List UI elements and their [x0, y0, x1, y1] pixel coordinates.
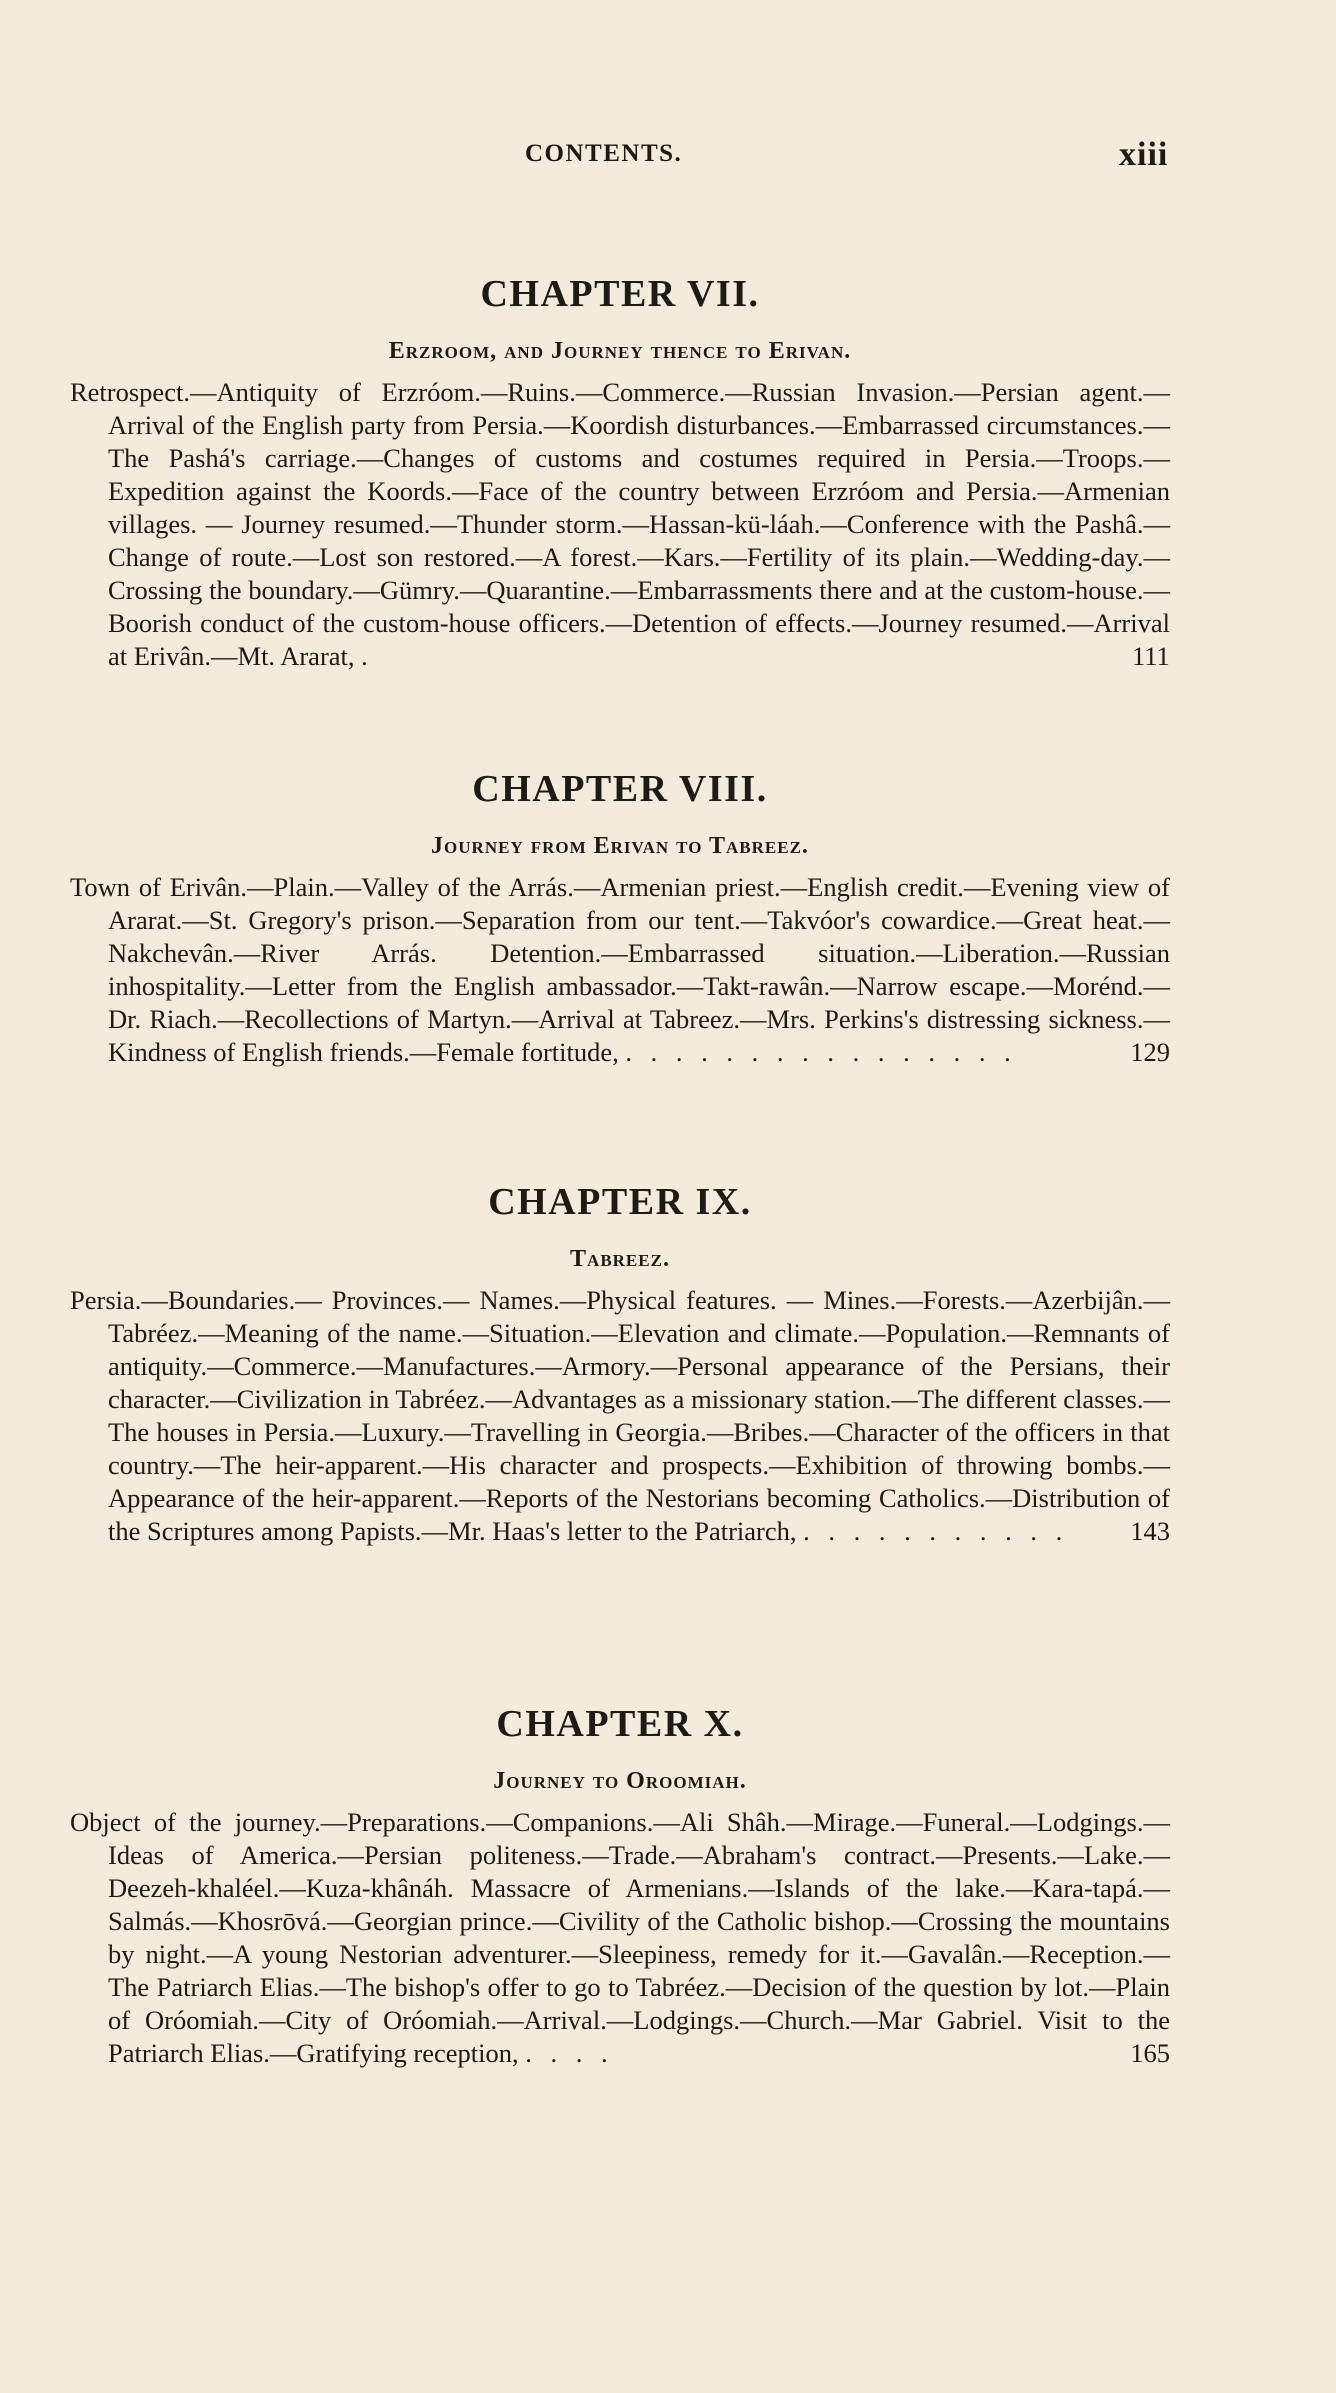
- chapter-title: CHAPTER VII.: [480, 273, 760, 315]
- chapter-title: CHAPTER X.: [496, 1703, 744, 1745]
- chapter-summary: Retrospect.—Antiquity of Erzróom.—Ruins.—Commerce.—Russian Invasion.—Persian agent.—Arrival of the English party from Persia.—Koordish disturbances.—Embarrassed circumstances.—The Pashá's carriage.—Changes of customs and costumes required in Persia.—Troops.—Expedition against the Koords.—Face of the country between Erzróom and Persia.—Armenian villages. — Journey resumed.—Thunder storm.—Hassan-kü-láah.—Conference with the Pashâ.—Change of route.—Lost son restored.—A forest.—Kars.—Fertility of its plain.—Wedding-day.—Crossing the boundary.—Gümry.—Quarantine.—Embarrassments there and at the custom-house.—Boorish conduct of the custom-house officers.—Detention of effects.—Journey resumed.—Arrival at Erivân.—Mt. Ararat, . 111: [70, 377, 1170, 671]
- chapter-subtitle: Erzroom, and Journey thence to Erivan.: [388, 338, 852, 364]
- chapter-page-number: 165: [1130, 2038, 1170, 2068]
- chapter-summary-text: Persia.—Boundaries.— Provinces.— Names.—Physical features. — Mines.—Forests.—Azerbijân.—Tabréez.—Meaning of the name.—Situation.—Elevation and climate.—Population.—Remnants of antiquity.—Commerce.—Manufactures.—Armory.—Personal appearance of the Persians, their character.—Civilization in Tabréez.—Advantages as a missionary station.—The different classes.—The houses in Persia.—Luxury.—Travelling in Georgia.—Bribes.—Character of the officers in that country.—The heir-apparent.—His character and prospects.—Exhibition of throwing bombs.—Appearance of the heir-apparent.—Reports of the Nestorians becoming Catholics.—Distribution of the Scriptures among Papists.—Mr. Haas's letter to the Patriarch,: [70, 1285, 1170, 1546]
- chapter-summary: [70, 1284, 1170, 1548]
- running-head: [0, 136, 1336, 180]
- chapter-section-7: [70, 272, 1170, 673]
- dot-leader: . . . . . . . . . . . . . . . .: [625, 1037, 1017, 1067]
- chapter-summary: [70, 871, 1170, 1069]
- chapter-section-9: [70, 1180, 1170, 1548]
- chapter-page-number: 143: [1130, 1516, 1170, 1546]
- chapter-title: CHAPTER VIII.: [472, 768, 768, 810]
- dot-leader: . . . . . . . . . . .: [803, 1516, 1069, 1546]
- running-head-page-number: xiii: [1119, 136, 1169, 173]
- dot-leader: .: [361, 641, 374, 671]
- chapter-summary: [70, 1806, 1170, 2070]
- chapter-section-10: [70, 1702, 1170, 2070]
- chapter-title: CHAPTER IX.: [488, 1181, 752, 1223]
- chapter-subtitle: Journey from Erivan to Tabreez.: [431, 833, 809, 859]
- chapter-subtitle: Journey to Oroomiah.: [493, 1768, 747, 1794]
- chapter-page-number: 129: [1130, 1037, 1170, 1067]
- dot-leader: . . . .: [525, 2038, 614, 2068]
- chapter-subtitle: Tabreez.: [570, 1246, 670, 1272]
- chapter-summary-text: Object of the journey.—Preparations.—Companions.—Ali Shâh.—Mirage.—Funeral.—Lodgings.—Ideas of America.—Persian politeness.—Trade.—Abraham's contract.—Presents.—Lake.—Deezeh-khaléel.—Kuza-khânáh. Massacre of Armenians.—Islands of the lake.—Kara-tapá.—Salmás.—Khosrōvá.—Georgian prince.—Civility of the Catholic bishop.—Crossing the mountains by night.—A young Nestorian adventurer.—Sleepiness, remedy for it.—Gavalân.—Reception.—The Patriarch Elias.—The bishop's offer to go to Tabréez.—Decision of the question by lot.—Plain of Oróomiah.—City of Oróomiah.—Arrival.—Lodgings.—Church.—Mar Gabriel. Visit to the Patriarch Elias.—Gratifying reception,: [70, 1807, 1170, 2068]
- chapter-summary-text: Retrospect.—Antiquity of Erzróom.—Ruins.—Commerce.—Russian Invasion.—Persian agent.—Arrival of the English party from Persia.—Koordish disturbances.—Embarrassed circumstances.—The Pashá's carriage.—Changes of customs and costumes required in Persia.—Troops.—Expedition against the Koords.—Face of the country between Erzróom and Persia.—Armenian villages. — Journey resumed.—Thunder storm.—Hassan-kü-láah.—Conference with the Pashâ.—Change of route.—Lost son restored.—A forest.—Kars.—Fertility of its plain.—Wedding-day.—Crossing the boundary.—Gümry.—Quarantine.—Embarrassments there and at the custom-house.—Boorish conduct of the custom-house officers.—Detention of effects.—Journey resumed.—Arrival at Erivân.—Mt. Ararat,: [70, 377, 1170, 671]
- chapter-summary-text: Town of Erivân.—Plain.—Valley of the Arrás.—Armenian priest.—English credit.—Evening view of Ararat.—St. Gregory's prison.—Separation from our tent.—Takvóor's cowardice.—Great heat.—Nakchevân.—River Arrás. Detention.—Embarrassed situation.—Liberation.—Russian inhospitality.—Letter from the English ambassador.—Takt-rawân.—Narrow escape.—Morénd.—Dr. Riach.—Recollections of Martyn.—Arrival at Tabreez.—Mrs. Perkins's distressing sickness.—Kindness of English friends.—Female fortitude,: [70, 872, 1170, 1067]
- chapter-section-8: [70, 767, 1170, 1069]
- running-head-title: CONTENTS.: [525, 140, 683, 167]
